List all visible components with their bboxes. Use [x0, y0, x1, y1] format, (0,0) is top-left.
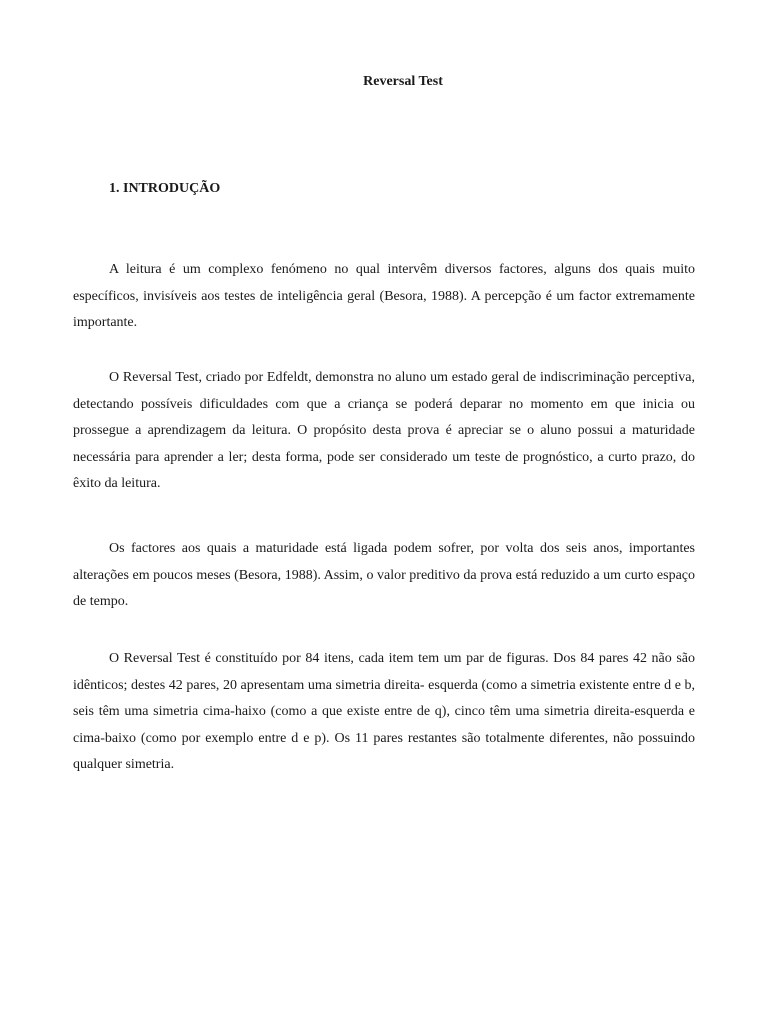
paragraph: Os factores aos quais a maturidade está ligada podem sofrer, por volta dos seis anos, importantes alterações em poucos meses (Besora, 1988). Assim, o valor preditivo da prova está reduzido a um curto espaço de tempo. [73, 541, 695, 610]
section-heading: 1. INTRODUÇÃO [109, 181, 221, 196]
paragraph: O Reversal Test é constituído por 84 itens, cada item tem um par de figuras. Dos 84 pares 42 não são idênticos; destes 42 pares, 20 apresentam uma simetria direita- esquerda (como a simetria existente entre d e b, seis têm uma simetria cima-haixo (como a que existe entre de q), cinco têm uma simetria direita-esquerda e cima-baixo (como por exemplo entre d e p). Os 11 pares restantes são totalmente diferentes, não possuindo qualquer simetria. [73, 651, 695, 773]
document-title: Reversal Test [363, 74, 443, 89]
paragraph: O Reversal Test, criado por Edfeldt, demonstra no aluno um estado geral de indiscriminação perceptiva, detectando possíveis dificuldades com que a criança se poderá deparar no momento em que inicia ou prossegue a aprendizagem da leitura. O propósito desta prova é apreciar se o aluno possui a maturidade necessária para aprender a ler; desta forma, pode ser considerado um teste de prognóstico, a curto prazo, do êxito da leitura. [73, 370, 695, 492]
paragraph: A leitura é um complexo fenómeno no qual intervêm diversos factores, alguns dos quais muito específicos, invisíveis aos testes de inteligência geral (Besora, 1988). A percepção é um factor extremamente importante. [73, 262, 695, 331]
